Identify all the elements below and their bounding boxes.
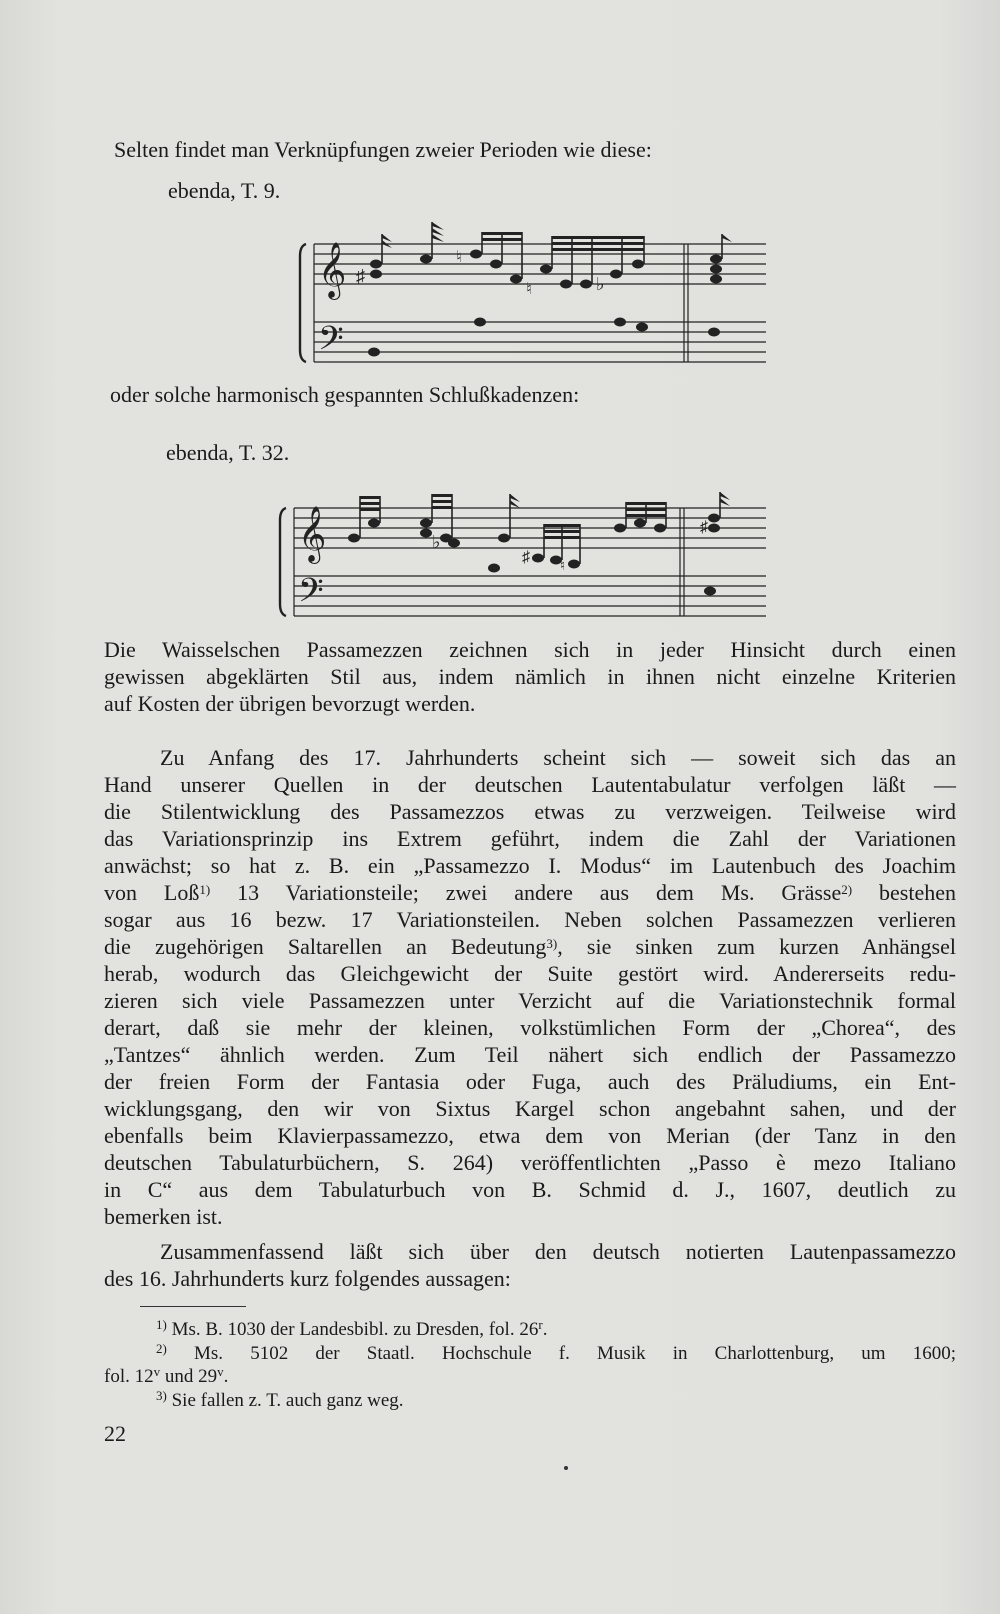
svg-text:𝄢: 𝄢 xyxy=(318,320,344,366)
text-span: . xyxy=(223,1366,229,1387)
text-line xyxy=(104,1342,956,1365)
text-span: , sie sinken zum kurzen Anhängsel xyxy=(557,934,956,959)
text-line: die Stilentwicklung des Passamezzos etwas zu verzweigen. Teilweise wird xyxy=(104,799,956,824)
text-line: Zusammenfassend läßt sich über den deutsch notierten Lautenpassamezzo xyxy=(160,1239,956,1264)
svg-text:♭: ♭ xyxy=(596,274,605,294)
footnote-ref-2: 2) xyxy=(841,882,853,897)
svg-text:𝄢: 𝄢 xyxy=(298,572,324,618)
text-line xyxy=(104,879,956,906)
svg-text:♯: ♯ xyxy=(522,549,530,566)
text-line xyxy=(104,933,956,960)
text-span: und 29 xyxy=(160,1366,218,1387)
svg-text:♭: ♭ xyxy=(432,532,441,552)
text-line: derart, daß sie mehr der kleinen, volkstümlichen Form der „Chorea“, des xyxy=(104,1015,956,1040)
text-span: 13 Variationsteile; zwei andere aus dem Ms. Grässe xyxy=(210,880,842,905)
footnote-ref-3: 3) xyxy=(546,936,558,951)
text-line: Zu Anfang des 17. Jahrhunderts scheint sich — soweit sich das an xyxy=(160,745,956,770)
svg-text:♮: ♮ xyxy=(560,559,566,574)
text-line: anwächst; so hat z. B. ein „Passamezzo I. Modus“ im Lautenbuch des Joachim xyxy=(104,853,956,878)
footnote-mark: 3) xyxy=(156,1388,167,1403)
text-span: . xyxy=(542,1319,548,1340)
intro-line: Selten findet man Verknüpfungen zweier Perioden wie diese: xyxy=(114,137,652,162)
footnote-3 xyxy=(104,1389,956,1412)
svg-text:𝄞: 𝄞 xyxy=(318,242,347,298)
music-example-2 xyxy=(276,484,776,630)
text-line: zieren sich viele Passamezzen unter Verzicht auf die Variationstechnik formal xyxy=(104,988,956,1013)
text-span: bestehen xyxy=(852,880,956,905)
svg-text:♯: ♯ xyxy=(700,519,708,536)
text-line: ebenfalls beim Klavierpassamezzo, etwa dem von Merian (der Tanz in den xyxy=(104,1123,956,1148)
text-line: wicklungsgang, den wir von Sixtus Kargel schon angebahnt sahen, und der xyxy=(104,1096,956,1121)
example1-label: ebenda, T. 9. xyxy=(168,178,281,203)
page-number: 22 xyxy=(104,1421,126,1446)
text-line xyxy=(104,1365,956,1388)
text-span: Ms. B. 1030 der Landesbibl. zu Dresden, fol. 26 xyxy=(166,1319,539,1340)
text-line: Die Waisselschen Passamezzen zeichnen sich in jeder Hinsicht durch einen xyxy=(104,637,956,662)
paragraph-1 xyxy=(104,636,956,717)
middle-line: oder solche harmonisch gespannten Schlußkadenzen: xyxy=(110,382,580,407)
paragraph-2 xyxy=(104,744,956,1230)
text-span: Sie fallen z. T. auch ganz weg. xyxy=(166,1390,404,1411)
text-line: Hand unserer Quellen in der deutschen Lautentabulatur verfolgen läßt — xyxy=(104,772,956,797)
footnote-1 xyxy=(104,1318,956,1341)
footnote-rule xyxy=(140,1306,246,1307)
text-span: von Loß xyxy=(104,880,200,905)
svg-text:♯: ♯ xyxy=(356,266,365,286)
footnote-mark: 2) xyxy=(156,1341,167,1356)
superscript: r xyxy=(538,1317,543,1332)
text-line: deutschen Tabulaturbüchern, S. 264) veröffentlichten „Passo è mezo Italiano xyxy=(104,1150,956,1175)
text-span: die zugehörigen Saltarellen an Bedeutung xyxy=(104,934,547,959)
svg-text:𝄞: 𝄞 xyxy=(298,506,327,562)
paragraph-3 xyxy=(104,1238,956,1292)
text-span: Ms. 5102 der Staatl. Hochschule f. Musik in Charlottenburg, um 1600; xyxy=(166,1343,956,1364)
speck xyxy=(564,1466,568,1470)
text-line: „Tantzes“ ähnlich werden. Zum Teil nähert sich endlich der Passamezzo xyxy=(104,1042,956,1067)
text-line: auf Kosten der übrigen bevorzugt werden. xyxy=(104,691,476,716)
svg-text:♮: ♮ xyxy=(526,281,532,298)
example2-label: ebenda, T. 32. xyxy=(166,440,290,465)
text-line: sogar aus 16 bezw. 17 Variationsteilen. Neben solchen Passamezzen verlieren xyxy=(104,907,956,932)
footnote-ref-1: 1) xyxy=(199,882,211,897)
music-example-1 xyxy=(296,216,776,376)
text-line: des 16. Jahrhunderts kurz folgendes aussagen: xyxy=(104,1266,511,1291)
superscript: v xyxy=(153,1364,161,1379)
superscript: v xyxy=(217,1364,224,1379)
text-line: gewissen abgeklärten Stil aus, indem nämlich in ihnen nicht einzelne Kriterien xyxy=(104,664,956,689)
text-span: fol. 12 xyxy=(104,1366,154,1387)
text-line: der freien Form der Fantasia oder Fuga, auch des Präludiums, ein Ent- xyxy=(104,1069,956,1094)
text-line: in C“ aus dem Tabulaturbuch von B. Schmid d. J., 1607, deutlich zu xyxy=(104,1177,956,1202)
text-line: bemerken ist. xyxy=(104,1204,223,1229)
svg-text:♮: ♮ xyxy=(456,249,462,266)
footnote-2 xyxy=(104,1342,956,1388)
footnote-mark: 1) xyxy=(156,1317,167,1332)
text-line: das Variationsprinzip ins Extrem geführt, indem die Zahl der Variationen xyxy=(104,826,956,851)
text-line: herab, wodurch das Gleichgewicht der Suite gestört wird. Andererseits redu- xyxy=(104,961,956,986)
